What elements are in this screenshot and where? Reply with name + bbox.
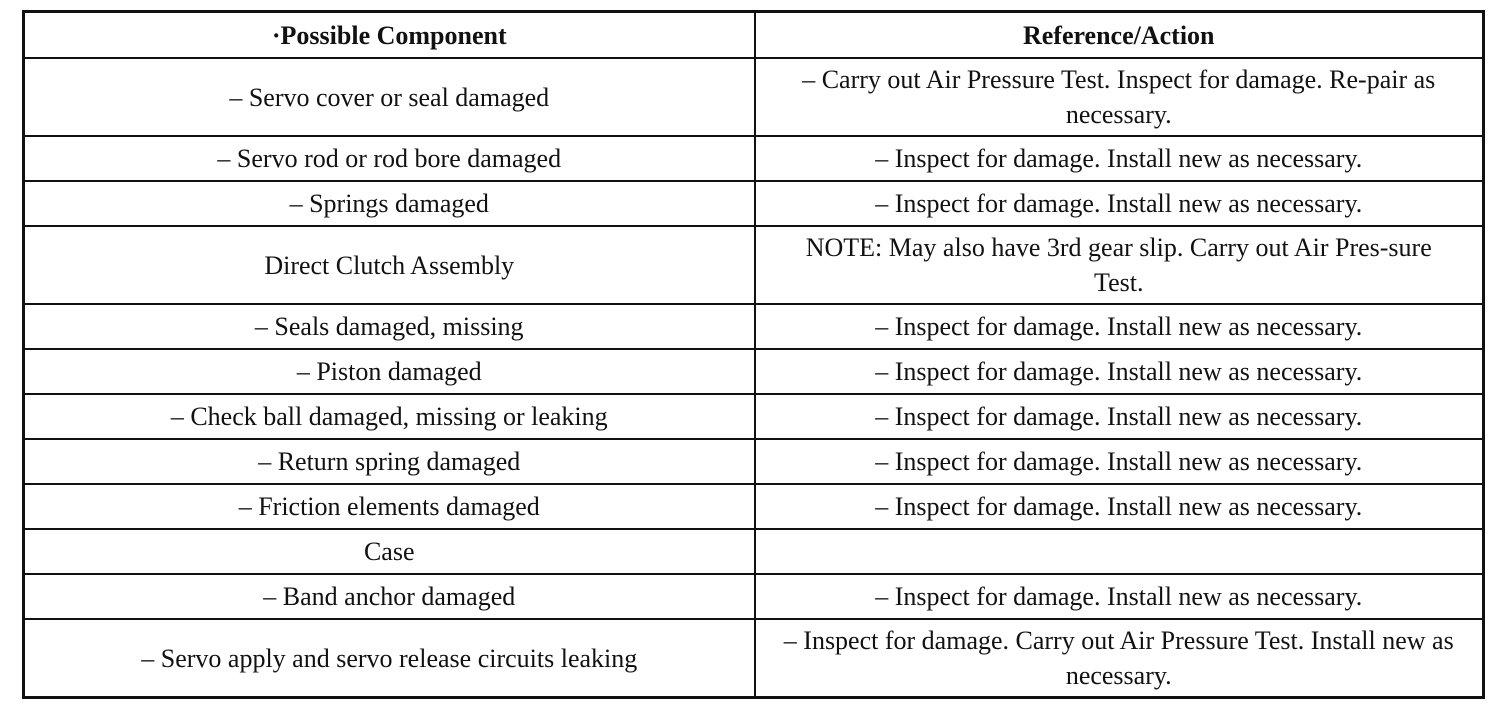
component-cell: – Return spring damaged xyxy=(24,439,755,484)
table-header-row xyxy=(24,12,1484,59)
table-row xyxy=(24,304,1484,349)
table-row xyxy=(24,136,1484,181)
action-cell: – Inspect for damage. Install new as necessary. xyxy=(755,304,1484,349)
component-cell: – Band anchor damaged xyxy=(24,574,755,619)
component-cell: – Springs damaged xyxy=(24,181,755,226)
component-cell: Case xyxy=(24,529,755,574)
component-cell: – Piston damaged xyxy=(24,349,755,394)
table-row xyxy=(24,58,1484,136)
header-reference-action: Reference/Action xyxy=(755,12,1484,59)
table-row xyxy=(24,574,1484,619)
component-cell: Direct Clutch Assembly xyxy=(24,226,755,304)
table-row xyxy=(24,619,1484,698)
table-row xyxy=(24,181,1484,226)
component-cell: – Seals damaged, missing xyxy=(24,304,755,349)
document-page xyxy=(22,10,1482,699)
table-row xyxy=(24,349,1484,394)
component-cell: – Servo rod or rod bore damaged xyxy=(24,136,755,181)
action-cell: – Inspect for damage. Install new as necessary. xyxy=(755,394,1484,439)
action-cell: – Carry out Air Pressure Test. Inspect for damage. Re-pair as necessary. xyxy=(755,58,1484,136)
action-cell: – Inspect for damage. Install new as necessary. xyxy=(755,136,1484,181)
component-cell: – Servo cover or seal damaged xyxy=(24,58,755,136)
action-cell: – Inspect for damage. Install new as necessary. xyxy=(755,181,1484,226)
component-cell: – Servo apply and servo release circuits leaking xyxy=(24,619,755,698)
table-row xyxy=(24,226,1484,304)
table-row xyxy=(24,394,1484,439)
action-cell xyxy=(755,529,1484,574)
header-possible-component: ·Possible Component xyxy=(24,12,755,59)
diagnosis-table xyxy=(22,10,1485,699)
table-row xyxy=(24,484,1484,529)
action-cell: NOTE: May also have 3rd gear slip. Carry out Air Pres-sure Test. xyxy=(755,226,1484,304)
component-cell: – Check ball damaged, missing or leaking xyxy=(24,394,755,439)
table-row xyxy=(24,439,1484,484)
table-row xyxy=(24,529,1484,574)
action-cell: – Inspect for damage. Carry out Air Pressure Test. Install new as necessary. xyxy=(755,619,1484,698)
action-cell: – Inspect for damage. Install new as necessary. xyxy=(755,484,1484,529)
action-cell: – Inspect for damage. Install new as necessary. xyxy=(755,574,1484,619)
action-cell: – Inspect for damage. Install new as necessary. xyxy=(755,349,1484,394)
component-cell: – Friction elements damaged xyxy=(24,484,755,529)
action-cell: – Inspect for damage. Install new as necessary. xyxy=(755,439,1484,484)
